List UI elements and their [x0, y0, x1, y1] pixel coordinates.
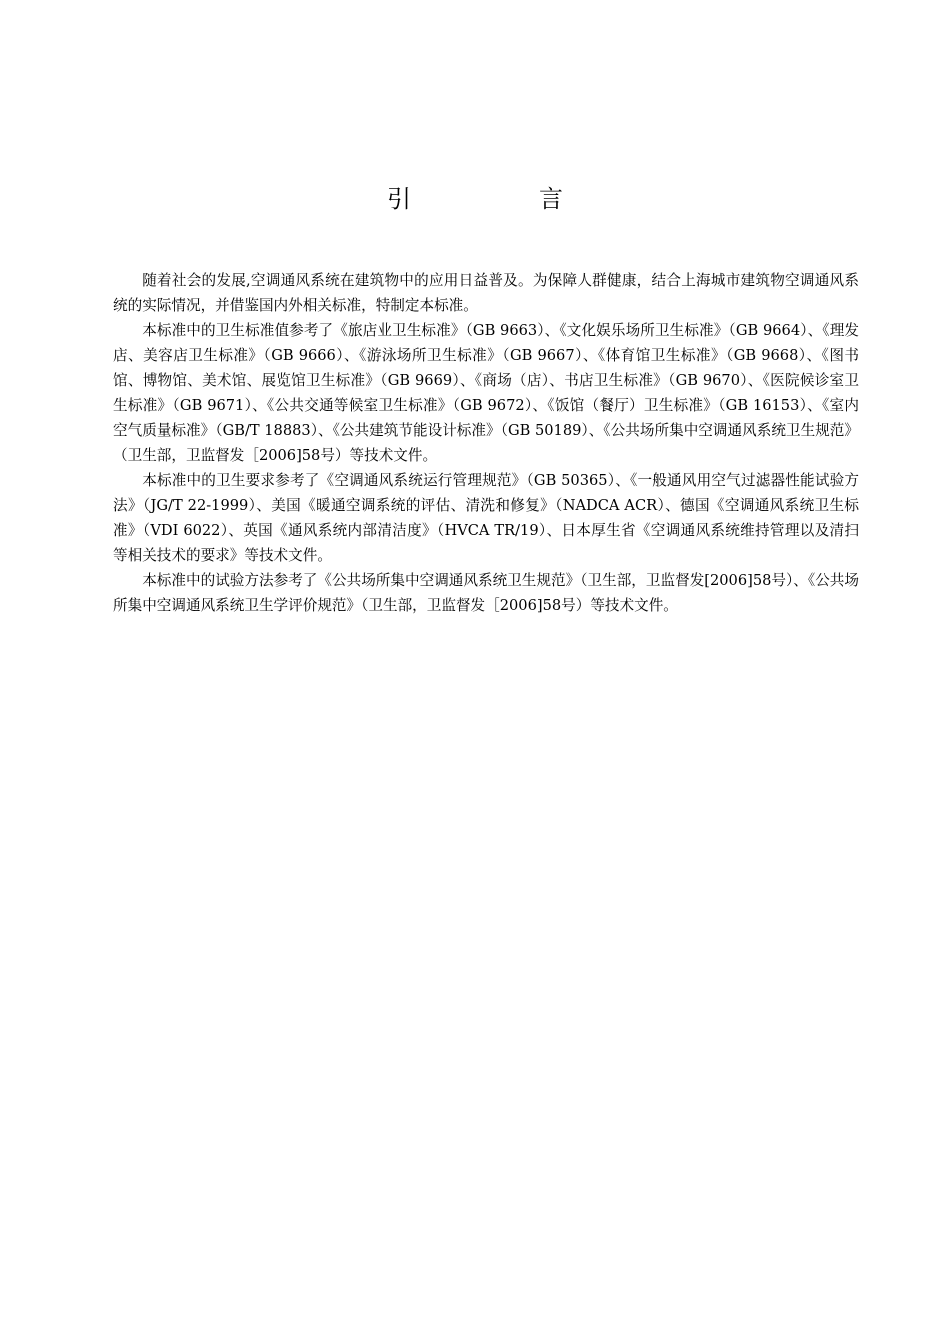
paragraph-test-methods: 本标准中的试验方法参考了《公共场所集中空调通风系统卫生规范》（卫生部，卫监督发[2006]58号）、《公共场所集中空调通风系统卫生学评价规范》（卫生部，卫监督发［2006]58号）等技术文件。: [113, 572, 859, 614]
paragraph-background: 随着社会的发展,空调通风系统在建筑物中的应用日益普及。为保障人群健康，结合上海城市建筑物空调通风系统的实际情况，并借鉴国内外相关标准，特制定本标准。: [113, 272, 859, 314]
paragraph-hygiene-standards: 本标准中的卫生标准值参考了《旅店业卫生标准》（GB 9663）、《文化娱乐场所卫生标准》（GB 9664）、《理发店、美容店卫生标准》（GB 9666）、《游泳场所卫生标准》（GB 9667）、《体育馆卫生标准》（GB 9668）、《图书馆、博物馆、美术馆、展览馆卫生标准》（GB 9669）、《商场（店）、书店卫生标准》（GB 9670）、《医院候诊室卫生标准》（GB 9671）、《公共交通等候室卫生标准》（GB 9672）、《饭馆（餐厅）卫生标准》（GB 16153）、《室内空气质量标准》（GB/T 18883）、《公共建筑节能设计标准》（GB 50189）、《公共场所集中空调通风系统卫生规范》（卫生部，卫监督发［2006]58号）等技术文件。: [113, 322, 859, 464]
paragraph-hygiene-requirements: 本标准中的卫生要求参考了《空调通风系统运行管理规范》（GB 50365）、《一般通风用空气过滤器性能试验方法》（JG/T 22-1999）、美国《暖通空调系统的评估、清洗和修复》（NADCA ACR）、德国《空调通风系统卫生标准》（VDI 6022）、英国《通风系统内部清洁度》（HVCA TR/19）、日本厚生省《空调通风系统维持管理以及清扫等相关技术的要求》等技术文件。: [113, 472, 859, 564]
page-title: 引 言: [387, 185, 615, 213]
document-body: [113, 268, 859, 618]
